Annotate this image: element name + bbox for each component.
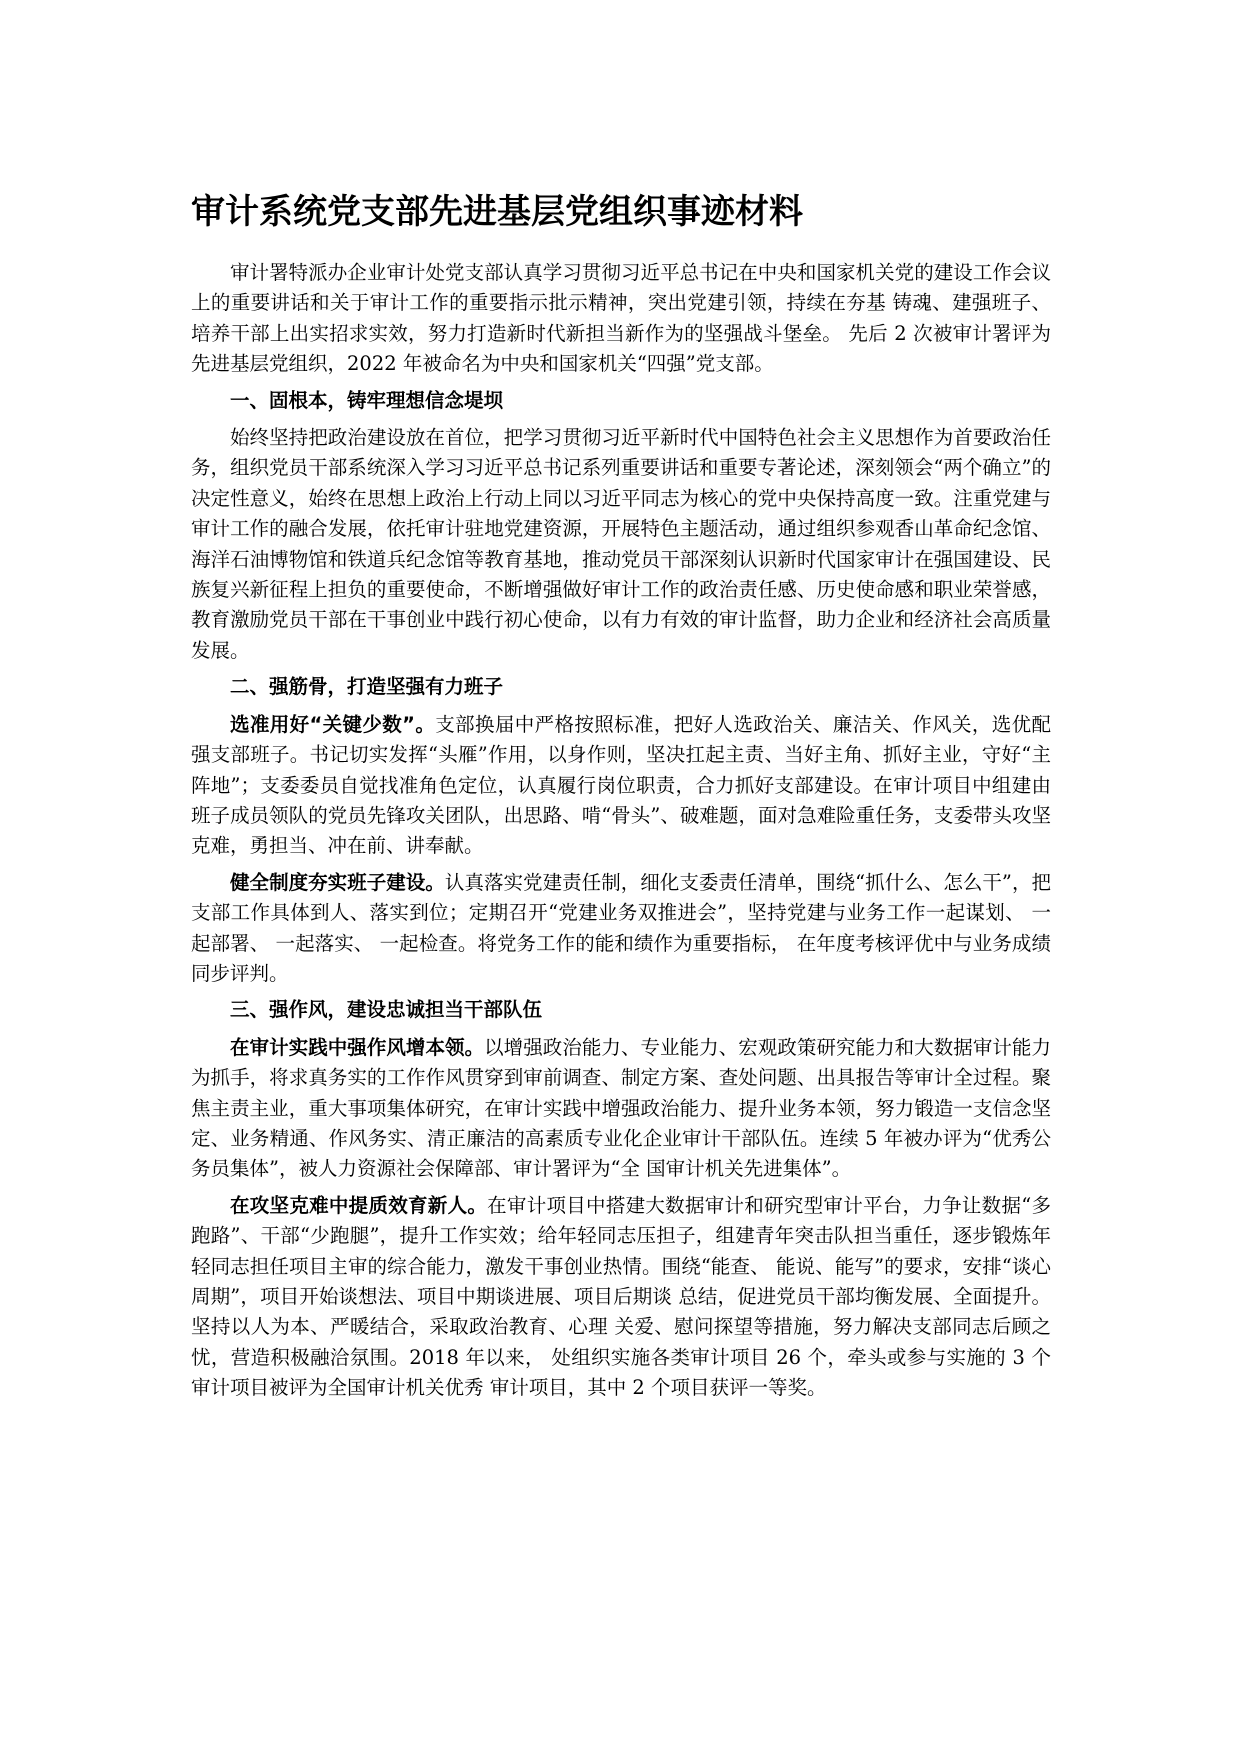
section-2-paragraph-1 [191, 710, 1051, 862]
paragraph-text: 在审计项目中搭建大数据审计和研究型审计平台，力争让数据“多跑路”、干部“少跑腿”，提升工作实效；给年轻同志压担子，组建青年突击队担当重任，逐步锻炼年轻同志担任项目主审的综合能力，激发干事创业热情。围绕“能查、 能说、能写”的要求，安排“谈心周期”，项目开始谈想法、项目中期谈进展、项目后期谈 总结，促进党员干部均衡发展、全面提升。坚持以人为本、严暖结合，采取政治教育、心理 关爱、慰问探望等措施，努力解决支部同志后顾之忧，营造积极融洽氛围。2018 年以来， 处组织实施各类审计项目 26 个，牵头或参与实施的 3 个审计项目被评为全国审计机关优秀 审计项目，其中 2 个项目获评一等奖。 [191, 1193, 1051, 1400]
document-body [191, 258, 1051, 1410]
section-heading-1: 一、固根本，铸牢理想信念堤坝 [230, 388, 504, 412]
section-heading-3: 三、强作风，建设忠诚担当干部队伍 [230, 998, 543, 1022]
paragraph-text: 认真落实党建责任制，细化支委责任清单，围绕“抓什么、怎么干”，把支部工作具体到人、落实到位；定期召开“党建业务双推进会”，坚持党建与业务工作一起谋划、 一起部署、 一起落实、 一起检查。将党务工作的能和绩作为重要指标， 在年度考核评优中与业务成绩同步评判。 [191, 870, 1051, 985]
paragraph-lead: 在攻坚克难中提质效育新人。 [230, 1193, 488, 1217]
document-title: 审计系统党支部先进基层党组织事迹材料 [191, 192, 803, 232]
paragraph-lead: 健全制度夯实班子建设。 [230, 870, 445, 894]
section-2-paragraph-2 [191, 868, 1051, 990]
paragraph-text: 以增强政治能力、专业能力、宏观政策研究能力和大数据审计能力为抓手，将求真务实的工作作风贯穿到审前调查、制定方案、查处问题、出具报告等审计全过程。聚焦主责主业，重大事项集体研究，在审计实践中增强政治能力、提升业务本领，努力锻造一支信念坚定、业务精通、作风务实、清正廉洁的高素质专业化企业审计干部队伍。连续 5 年被办评为“优秀公务员集体”，被人力资源社会保障部、审计署评为“全 国审计机关先进集体”。 [191, 1035, 1051, 1181]
section-3-paragraph-1 [191, 1033, 1051, 1185]
paragraph-lead: 在审计实践中强作风增本领。 [230, 1035, 485, 1059]
section-3-paragraph-2 [191, 1191, 1051, 1404]
intro-paragraph: 审计署特派办企业审计处党支部认真学习贯彻习近平总书记在中央和国家机关党的建设工作会议上的重要讲话和关于审计工作的重要指示批示精神，突出党建引领，持续在夯基 铸魂、建强班子、培养干部上出实招求实效，努力打造新时代新担当新作为的坚强战斗堡垒。 先后 2 次被审计署评为先进基层党组织，2022 年被命名为中央和国家机关“四强”党支部。 [191, 261, 1051, 376]
section-1-paragraph: 始终坚持把政治建设放在首位，把学习贯彻习近平新时代中国特色社会主义思想作为首要政治任务，组织党员干部系统深入学习习近平总书记系列重要讲话和重要专著论述，深刻领会“两个确立”的决定性意义，始终在思想上政治上行动上同以习近平同志为核心的党中央保持高度一致。注重党建与审计工作的融合发展，依托审计驻地党建资源，开展特色主题活动，通过组织参观香山革命纪念馆、海洋石油博物馆和铁道兵纪念馆等教育基地，推动党员干部深刻认识新时代国家审计在强国建设、民族复兴新征程上担负的重要使命，不断增强做好审计工作的政治责任感、历史使命感和职业荣誉感，教育激励党员干部在干事创业中践行初心使命，以有力有效的审计监督，助力企业和经济社会高质量发展。 [191, 426, 1051, 662]
section-heading-2: 二、强筋骨，打造坚强有力班子 [230, 675, 504, 699]
paragraph-text: 支部换届中严格按照标准，把好人选政治关、廉洁关、作风关，选优配强支部班子。书记切实发挥“头雁”作用，以身作则，坚决扛起主责、当好主角、抓好主业，守好“主阵地”；支委委员自觉找准角色定位，认真履行岗位职责，合力抓好支部建设。在审计项目中组建由班子成员领队的党员先锋攻关团队，出思路、啃“骨头”、破难题，面对急难险重任务，支委带头攻坚克难，勇担当、冲在前、讲奉献。 [191, 712, 1051, 858]
paragraph-lead: 选准用好“关键少数”。 [230, 712, 436, 736]
